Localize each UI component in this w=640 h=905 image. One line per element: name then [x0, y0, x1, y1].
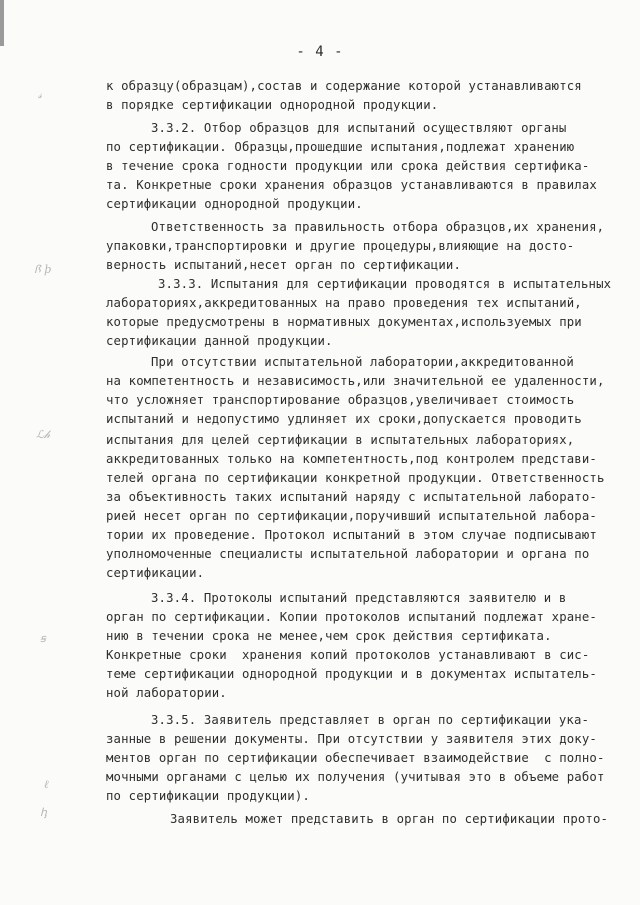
- text-line: При отсутствии испытательной лаборатории,аккредитованной: [151, 355, 574, 369]
- text-line: Заявитель может представить в орган по сертификации прото-: [170, 812, 609, 826]
- margin-note: ℓ: [44, 778, 49, 791]
- text-line: к образцу(образцам),состав и содержание которой устанавливаются: [106, 79, 582, 93]
- text-line: лабораториях,аккредитованных на право проведения тех испытаний,: [106, 296, 582, 310]
- text-line: телей органа по сертификации конкретной продукции. Ответственность: [106, 471, 605, 485]
- text-line: испытаний и недопустимо удлиняет их сроки,допускается проводить: [106, 412, 582, 426]
- margin-note: ℒ𝒽: [36, 428, 51, 441]
- text-line: нию в течении срока не менее,чем срок действия сертификата.: [106, 629, 552, 643]
- text-line: 3.3.4. Протоколы испытаний представляются заявителю и в: [151, 591, 567, 605]
- text-line: в течение срока годности продукции или срока действия сертифика-: [106, 159, 590, 173]
- margin-note: ꞩ: [40, 632, 46, 645]
- margin-note: 𝓈: [38, 88, 43, 101]
- text-line: которые предусмотрены в нормативных документах,используемых при: [106, 315, 582, 329]
- text-line: теме сертификации однородной продукции и в документах испытатель-: [106, 667, 597, 681]
- text-line: тории их проведение. Протокол испытаний в этом случае подписывают: [106, 528, 597, 542]
- text-line: сертификации однородной продукции.: [106, 197, 363, 211]
- text-line: аккредитованных только на компетентность,под контролем представи-: [106, 452, 597, 466]
- text-line: 3.3.5. Заявитель представляет в орган по сертификации ука-: [151, 713, 590, 727]
- text-line: сертификации данной продукции.: [106, 334, 333, 348]
- text-line: что усложняет транспортирование образцов,увеличивает стоимость: [106, 393, 575, 407]
- text-line: Ответственность за правильность отбора образцов,их хранения,: [151, 220, 605, 234]
- text-line: испытания для целей сертификации в испытательных лабораториях,: [106, 433, 575, 447]
- text-line: занные в решении документы. При отсутствии у заявителя этих доку-: [106, 732, 597, 746]
- text-line: сертификации.: [106, 566, 205, 580]
- text-line: ментов орган по сертификации обеспечивает взаимодействие с полно-: [106, 751, 605, 765]
- text-line: по сертификации продукции).: [106, 789, 310, 803]
- text-line: ной лаборатории.: [106, 686, 227, 700]
- text-line: мочными органами с целью их получения (учитывая это в объеме работ: [106, 770, 605, 784]
- text-line: 3.3.2. Отбор образцов для испытаний осуществляют органы: [151, 121, 567, 135]
- page-number: - 4 -: [296, 44, 344, 60]
- text-line: упаковки,транспортировки и другие процедуры,влияющие на досто-: [106, 239, 575, 253]
- text-line: рией несет орган по сертификации,поручивший испытательной лабора-: [106, 509, 597, 523]
- text-line: та. Конкретные сроки хранения образцов устанавливаются в правилах: [106, 178, 597, 192]
- text-line: на компетентность и независимость,или значительной ее удаленности,: [106, 374, 605, 388]
- margin-note: ꞕ: [40, 806, 47, 819]
- text-line: 3.3.3. Испытания для сертификации проводятся в испытательных: [158, 277, 612, 291]
- text-line: в порядке сертификации однородной продукции.: [106, 98, 439, 112]
- text-line: Конкретные сроки хранения копий протоколов устанавливают в сис-: [106, 648, 590, 662]
- text-line: орган по сертификации. Копии протоколов испытаний подлежат хране-: [106, 610, 597, 624]
- text-line: верность испытаний,несет орган по сертификации.: [106, 258, 462, 272]
- text-line: за объективность таких испытаний наряду с испытательной лаборато-: [106, 490, 597, 504]
- text-line: по сертификации. Образцы,прошедшие испытания,подлежат хранению: [106, 140, 575, 154]
- margin-note: ꟗ ϸ: [34, 263, 52, 276]
- page-edge-mark: [0, 0, 4, 46]
- text-line: уполномоченные специалисты испытательной лаборатории и органа по: [106, 547, 590, 561]
